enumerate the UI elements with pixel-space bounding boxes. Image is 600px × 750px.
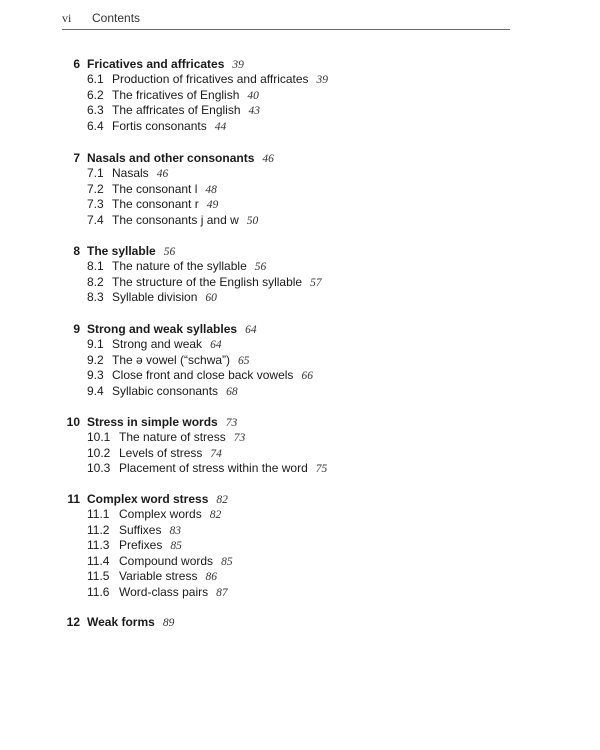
chapter-heading: [0, 321, 600, 337]
section-number: 11.3: [87, 538, 110, 553]
toc-section: [0, 337, 600, 353]
section-page-number: 40: [247, 89, 259, 102]
toc-section: [0, 430, 600, 446]
toc-section: [0, 507, 600, 523]
chapter-title: Nasals and other consonants 46: [87, 151, 274, 165]
section-page-number: 56: [254, 261, 267, 273]
toc-section: [0, 461, 600, 477]
section-page-number: 83: [169, 524, 181, 537]
chapter-number: 7: [73, 151, 80, 165]
section-number: 9.4: [87, 383, 104, 398]
section-title: Suffixes 83: [119, 522, 181, 537]
section-number: 10.2: [87, 445, 111, 460]
toc-section: [0, 290, 600, 306]
section-number: 11.5: [87, 569, 110, 584]
section-title: The nature of the syllable 56: [112, 259, 267, 273]
toc-section: [0, 72, 600, 88]
chapter-number: 11: [67, 492, 80, 506]
section-title: Complex words 82: [119, 507, 222, 521]
section-title: Close front and close back vowels 66: [112, 368, 313, 383]
section-title: The nature of stress 73: [119, 430, 246, 444]
section-title: Prefixes 85: [119, 538, 182, 553]
section-page-number: 68: [226, 385, 238, 398]
chapter-heading: [0, 614, 600, 630]
section-page-number: 66: [301, 370, 313, 383]
chapter-number: 8: [73, 244, 80, 258]
section-page-number: 49: [206, 199, 219, 212]
section-title: The affricates of English 43: [112, 103, 261, 118]
section-page-number: 43: [248, 105, 261, 118]
section-number: 11.4: [87, 553, 110, 568]
section-number: 7.4: [87, 212, 104, 227]
section-number: 6.4: [87, 118, 104, 133]
chapter-number: 6: [73, 57, 80, 71]
chapter-title: Stress in simple words 73: [87, 415, 238, 429]
section-page-number: 74: [210, 447, 222, 460]
section-page-number: 39: [316, 74, 329, 86]
section-title: Syllable division 60: [112, 290, 217, 305]
toc-section: [0, 166, 600, 182]
section-page-number: 85: [221, 555, 233, 568]
chapter-page-number: 73: [225, 417, 238, 429]
section-page-number: 75: [315, 463, 328, 476]
section-page-number: 64: [210, 339, 222, 351]
toc-section: [0, 585, 600, 601]
section-title: The structure of the English syllable 57: [112, 274, 322, 289]
chapter-number: 9: [73, 322, 80, 336]
section-page-number: 73: [233, 432, 246, 444]
section-page-number: 48: [205, 183, 217, 196]
chapter-page-number: 89: [162, 617, 175, 629]
section-title: Fortis consonants 44: [112, 118, 227, 133]
section-title: The consonant l 48: [112, 181, 217, 196]
section-title: Nasals 46: [112, 166, 169, 180]
section-page-number: 65: [238, 354, 250, 367]
section-number: 7.3: [87, 197, 104, 212]
toc-section: [0, 259, 600, 275]
page-number: vi: [62, 11, 72, 25]
toc-section: [0, 368, 600, 384]
toc-chapter-12: [0, 614, 600, 630]
section-title: The consonant r 49: [112, 197, 219, 212]
section-number: 10.3: [87, 461, 111, 476]
section-number: 8.2: [87, 274, 104, 289]
section-number: 8.1: [87, 259, 104, 273]
section-number: 6.2: [87, 87, 104, 102]
toc-section: [0, 119, 600, 135]
toc-section: [0, 384, 600, 400]
toc-chapter-9: [0, 321, 600, 399]
toc-section: [0, 275, 600, 291]
section-page-number: 46: [156, 168, 169, 180]
running-header-title: Contents: [92, 11, 141, 25]
toc-chapter-7: [0, 150, 600, 228]
section-number: 9.1: [87, 337, 104, 351]
section-title: Word-class pairs 87: [119, 584, 228, 599]
toc-section: [0, 554, 600, 570]
section-title: The consonants j and w 50: [112, 212, 259, 227]
chapter-title: Weak forms 89: [87, 615, 175, 629]
chapter-heading: [0, 491, 600, 507]
section-page-number: 57: [310, 276, 322, 289]
chapter-heading: [0, 414, 600, 430]
section-page-number: 44: [214, 120, 227, 133]
toc-section: [0, 523, 600, 539]
section-page-number: 60: [205, 292, 217, 305]
toc-section: [0, 353, 600, 369]
section-title: Variable stress 86: [119, 569, 217, 584]
toc-section: [0, 446, 600, 462]
toc-chapter-10: [0, 414, 600, 477]
toc-section: [0, 538, 600, 554]
toc-chapter-8: [0, 243, 600, 306]
section-number: 8.3: [87, 290, 104, 305]
chapter-title: Strong and weak syllables 64: [87, 322, 257, 336]
section-number: 11.2: [87, 522, 110, 537]
chapter-number: 12: [66, 615, 80, 629]
section-page-number: 86: [205, 571, 217, 584]
chapter-number: 10: [66, 415, 80, 429]
section-page-number: 50: [246, 214, 259, 227]
chapter-page-number: 64: [245, 324, 257, 336]
section-number: 10.1: [87, 430, 111, 444]
chapter-heading: [0, 150, 600, 166]
toc-chapter-6: [0, 56, 600, 134]
section-number: 11.6: [87, 584, 110, 599]
section-title: The ə vowel (“schwa”) 65: [112, 352, 250, 367]
chapter-title: Complex word stress 82: [87, 492, 228, 506]
section-title: Placement of stress within the word 75: [119, 461, 328, 476]
page-header: [62, 9, 510, 30]
chapter-heading: [0, 243, 600, 259]
section-title: Production of fricatives and affricates 39: [112, 72, 329, 86]
toc-section: [0, 569, 600, 585]
chapter-page-number: 56: [163, 246, 176, 258]
section-title: The fricatives of English 40: [112, 87, 259, 102]
section-page-number: 82: [209, 509, 222, 521]
section-number: 9.2: [87, 352, 104, 367]
chapter-title: Fricatives and affricates 39: [87, 57, 244, 71]
section-title: Syllabic consonants 68: [112, 383, 238, 398]
section-page-number: 85: [170, 540, 182, 553]
chapter-page-number: 39: [232, 59, 244, 71]
section-number: 6.1: [87, 72, 104, 86]
section-title: Compound words 85: [119, 553, 233, 568]
section-number: 7.1: [87, 166, 104, 180]
section-page-number: 87: [216, 586, 228, 599]
toc-section: [0, 103, 600, 119]
section-number: 11.1: [87, 507, 110, 521]
chapter-title: The syllable 56: [87, 244, 176, 258]
chapter-page-number: 46: [262, 153, 274, 165]
toc-section: [0, 213, 600, 229]
chapter-page-number: 82: [216, 494, 228, 506]
toc-section: [0, 182, 600, 198]
section-number: 6.3: [87, 103, 104, 118]
section-number: 9.3: [87, 368, 104, 383]
chapter-heading: [0, 56, 600, 72]
section-number: 7.2: [87, 181, 104, 196]
section-title: Levels of stress 74: [119, 445, 222, 460]
toc-section: [0, 197, 600, 213]
toc-section: [0, 88, 600, 104]
toc-chapter-11: [0, 491, 600, 601]
section-title: Strong and weak 64: [112, 337, 222, 351]
